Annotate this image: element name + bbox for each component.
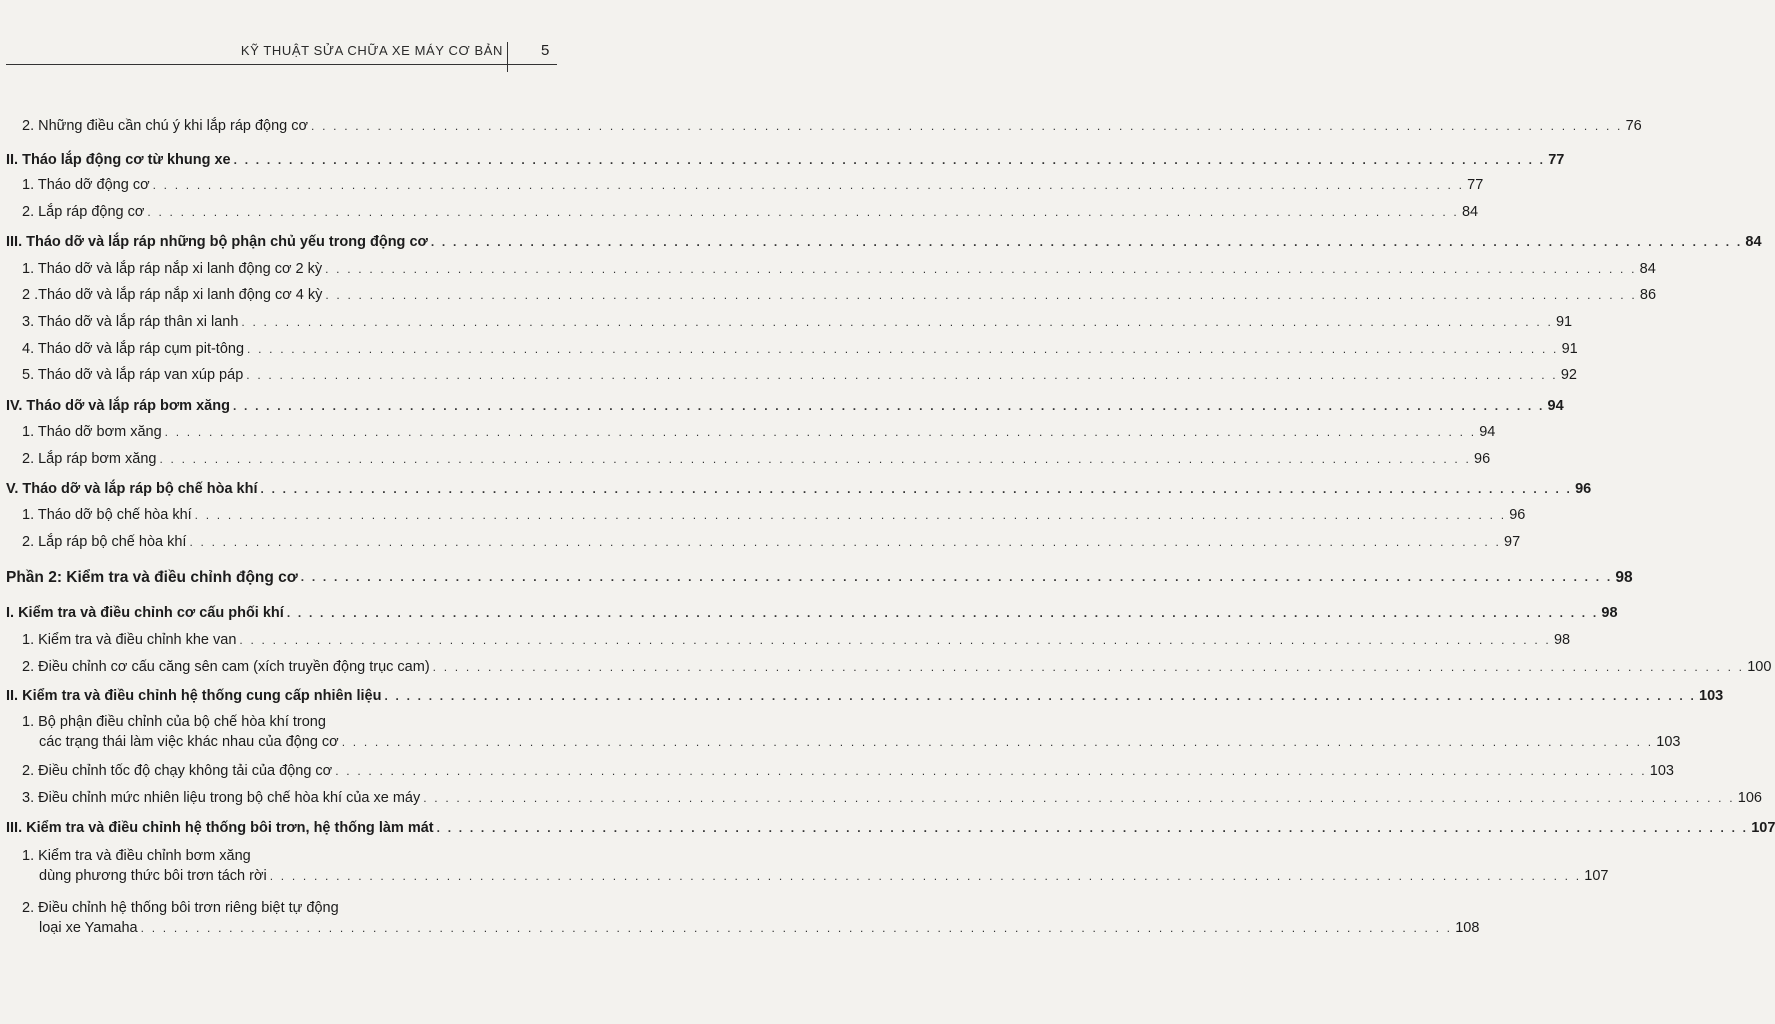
toc-page-number: 96 — [1509, 507, 1526, 523]
toc-entry-item — [0, 712, 1681, 752]
toc-entry-item — [0, 846, 1609, 886]
dot-leader — [234, 151, 1546, 170]
toc-entry-title: 5. Tháo dỡ và lắp ráp van xúp páp — [22, 367, 244, 383]
dot-leader — [195, 506, 1507, 525]
toc-entry-section — [0, 687, 1724, 706]
dot-leader — [147, 203, 1459, 222]
toc-entry-title: II. Tháo lắp động cơ từ khung xe — [6, 152, 231, 168]
toc-entry-item — [0, 117, 1642, 136]
dot-leader — [241, 313, 1553, 332]
dot-leader — [342, 733, 1654, 752]
toc-page-number: 94 — [1547, 398, 1564, 414]
toc-entry-title: 2. Những điều cần chú ý khi lắp ráp động cơ — [22, 118, 309, 134]
toc-entry-item — [0, 533, 1521, 552]
toc-entry-title: 2. Điều chỉnh cơ cấu căng sên cam (xích truyền động trục cam) — [22, 659, 430, 675]
toc-page-number: 77 — [1548, 152, 1565, 168]
toc-entry-title: 1. Bộ phận điều chỉnh của bộ chế hòa khí trong — [22, 714, 326, 730]
dot-leader — [431, 233, 1743, 252]
toc-entry-item — [0, 450, 1491, 469]
toc-entry-item — [0, 762, 1674, 781]
toc-entry-title: 4. Tháo dỡ và lắp ráp cụm pit-tông — [22, 341, 245, 357]
toc-entry-title-continued: loại xe Yamaha — [39, 920, 138, 936]
toc-entry-item — [0, 506, 1526, 525]
toc-page-number: 76 — [1625, 118, 1642, 134]
toc-page-number: 91 — [1561, 341, 1578, 357]
dot-leader — [153, 176, 1465, 195]
toc-entry-title: 1. Kiểm tra và điều chỉnh khe van — [22, 632, 237, 648]
toc-entry-title: 2. Lắp ráp bộ chế hòa khí — [22, 534, 187, 550]
toc-entry-section — [0, 480, 1592, 499]
dot-leader — [433, 658, 1745, 677]
toc-page-number: 84 — [1745, 234, 1762, 250]
toc-entry-item — [0, 260, 1656, 279]
dot-leader — [325, 260, 1637, 279]
toc-page-number: 107 — [1584, 868, 1609, 884]
toc-page-number: 77 — [1467, 177, 1484, 193]
toc-entry-title: 1. Tháo dỡ bơm xăng — [22, 424, 162, 440]
toc-entry-item — [0, 176, 1484, 195]
toc-page-number: 92 — [1560, 367, 1577, 383]
toc-entry-part — [0, 568, 1633, 587]
dot-leader — [189, 533, 1501, 552]
toc-entry-title: 2. Lắp ráp bơm xăng — [22, 451, 157, 467]
toc-entry-title-continued: các trạng thái làm việc khác nhau của động cơ — [39, 734, 339, 750]
toc-entry-title: 1. Tháo dỡ và lắp ráp nắp xi lanh động cơ 2 kỳ — [22, 261, 323, 277]
toc-page-number: 98 — [1615, 569, 1633, 586]
dot-leader — [246, 366, 1558, 385]
toc-page-number: 107 — [1751, 820, 1775, 836]
toc-page-number: 103 — [1649, 763, 1674, 779]
dot-leader — [437, 819, 1749, 838]
toc-entry-section — [0, 233, 1762, 252]
dot-leader — [423, 789, 1735, 808]
toc-entry-item — [0, 789, 1762, 808]
toc-entry-title: II. Kiểm tra và điều chỉnh hệ thống cung cấp nhiên liệu — [6, 688, 382, 704]
dot-leader — [270, 867, 1582, 886]
toc-page-number: 86 — [1639, 287, 1657, 303]
toc-page-number: 94 — [1479, 424, 1496, 440]
dot-leader — [261, 480, 1573, 499]
dot-leader — [384, 687, 1696, 706]
toc-entry-title: I. Kiểm tra và điều chỉnh cơ cấu phối khí — [6, 605, 284, 621]
toc-entry-title: 2. Điều chỉnh tốc độ chạy không tải của động cơ — [22, 763, 333, 779]
toc-entry-item — [0, 286, 1657, 305]
toc-page-number: 100 — [1747, 659, 1772, 675]
toc-entry-title: 1. Tháo dỡ bộ chế hòa khí — [22, 507, 192, 523]
dot-leader — [159, 450, 1471, 469]
toc-page-number: 98 — [1601, 605, 1618, 621]
toc-entry-item — [0, 340, 1578, 359]
dot-leader — [301, 568, 1613, 587]
toc-entry-title: Phần 2: Kiểm tra và điều chỉnh động cơ — [6, 569, 298, 586]
toc-page-number: 96 — [1575, 481, 1592, 497]
dot-leader — [311, 117, 1623, 136]
dot-leader — [325, 286, 1637, 305]
toc-page-number: 84 — [1639, 261, 1656, 277]
toc-entry-title: 3. Điều chỉnh mức nhiên liệu trong bộ chế hòa khí của xe máy — [22, 790, 421, 806]
toc-entry-item — [0, 313, 1573, 332]
toc-entry-item — [0, 898, 1480, 938]
toc-page-number: 97 — [1504, 534, 1521, 550]
toc-entry-section — [0, 151, 1565, 170]
running-title: KỸ THUẬT SỬA CHỮA XE MÁY CƠ BẢN — [240, 43, 503, 58]
toc-entry-item — [0, 366, 1577, 385]
toc-entry-item — [0, 631, 1571, 650]
toc-entry-section — [0, 604, 1618, 623]
toc-entry-title: 3. Tháo dỡ và lắp ráp thân xi lanh — [22, 314, 239, 330]
toc-entry-title-continued: dùng phương thức bôi trơn tách rời — [39, 868, 267, 884]
toc-page-number: 96 — [1474, 451, 1491, 467]
dot-leader — [233, 397, 1545, 416]
toc-entry-item — [0, 423, 1496, 442]
page-number: 5 — [541, 42, 550, 59]
dot-leader — [141, 919, 1453, 938]
toc-page-number: 98 — [1553, 632, 1571, 648]
toc-page-number: 108 — [1455, 920, 1480, 936]
toc-entry-title: 2 .Tháo dỡ và lắp ráp nắp xi lanh động cơ 4 kỳ — [22, 287, 323, 303]
toc-page-number: 103 — [1656, 734, 1681, 750]
toc-page-number: 106 — [1737, 790, 1762, 806]
toc-entry-title: III. Kiểm tra và điều chỉnh hệ thống bôi trơn, hệ thống làm mát — [6, 820, 434, 836]
toc-entry-title: 1. Kiểm tra và điều chỉnh bơm xăng — [22, 848, 251, 864]
toc-entry-section — [0, 819, 1775, 838]
toc-entry-item — [0, 658, 1772, 677]
dot-leader — [239, 631, 1551, 650]
dot-leader — [287, 604, 1599, 623]
toc-entry-title: 1. Tháo dỡ động cơ — [22, 177, 150, 193]
toc-entry-title: 2. Điều chỉnh hệ thống bôi trơn riêng biệt tự động — [22, 900, 339, 916]
toc-page-number: 84 — [1461, 204, 1479, 220]
toc-entry-title: IV. Tháo dỡ và lắp ráp bơm xăng — [6, 398, 230, 414]
toc-page-number: 91 — [1555, 314, 1573, 330]
toc-entry-title: 2. Lắp ráp động cơ — [22, 204, 145, 220]
toc-entry-item — [0, 203, 1479, 222]
toc-entry-section — [0, 397, 1564, 416]
toc-entry-title: III. Tháo dỡ và lắp ráp những bộ phận chủ yếu trong động cơ — [6, 234, 428, 250]
toc-page-number: 103 — [1699, 688, 1724, 704]
dot-leader — [247, 340, 1559, 359]
dot-leader — [165, 423, 1477, 442]
toc-entry-title: V. Tháo dỡ và lắp ráp bộ chế hòa khí — [6, 481, 258, 497]
dot-leader — [335, 762, 1647, 781]
